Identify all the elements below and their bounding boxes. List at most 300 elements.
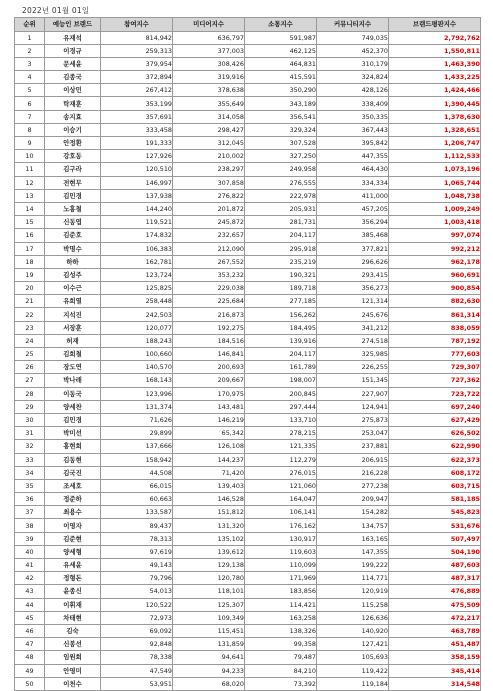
cell-participation: 814,942 [101,31,173,44]
cell-media: 131,320 [173,519,245,532]
cell-reputation-index: 882,630 [389,295,481,308]
cell-participation: 379,954 [101,57,173,70]
cell-reputation-index: 603,715 [389,479,481,492]
cell-media: 129,138 [173,559,245,572]
cell-community: 209,947 [317,493,389,506]
table-row [15,242,481,255]
cell-community: 377,821 [317,242,389,255]
cell-community: 457,205 [317,202,389,215]
cell-rank: 30 [15,413,45,426]
cell-brand-name: 이천수 [45,677,101,690]
table-row [15,44,481,57]
cell-communication: 198,007 [245,374,317,387]
cell-media: 229,038 [173,282,245,295]
table-row [15,638,481,651]
header-participation: 참여지수 [101,18,173,32]
cell-media: 314,058 [173,110,245,123]
cell-media: 212,090 [173,242,245,255]
cell-rank: 25 [15,348,45,361]
table-row [15,321,481,334]
cell-participation: 158,942 [101,453,173,466]
cell-community: 126,636 [317,611,389,624]
cell-rank: 39 [15,532,45,545]
cell-brand-name: 박나래 [45,374,101,387]
cell-communication: 130,917 [245,532,317,545]
cell-community: 411,000 [317,189,389,202]
header-reputation-index: 브랜드평판지수 [389,18,481,32]
cell-media: 151,812 [173,506,245,519]
cell-communication: 464,831 [245,57,317,70]
cell-media: 170,975 [173,387,245,400]
cell-reputation-index: 314,548 [389,677,481,690]
cell-reputation-index: 962,178 [389,255,481,268]
cell-participation: 69,092 [101,624,173,637]
cell-reputation-index: 1,424,466 [389,84,481,97]
cell-media: 71,420 [173,466,245,479]
cell-rank: 35 [15,479,45,492]
cell-media: 276,822 [173,189,245,202]
cell-communication: 133,710 [245,413,317,426]
cell-communication: 276,555 [245,176,317,189]
cell-media: 225,684 [173,295,245,308]
cell-community: 105,693 [317,651,389,664]
cell-participation: 79,796 [101,572,173,585]
cell-community: 275,873 [317,413,389,426]
cell-communication: 189,718 [245,282,317,295]
table-row [15,466,481,479]
cell-media: 115,451 [173,624,245,637]
cell-rank: 42 [15,572,45,585]
cell-participation: 54,013 [101,585,173,598]
cell-brand-name: 김구라 [45,163,101,176]
cell-brand-name: 김준호 [45,229,101,242]
cell-communication: 277,185 [245,295,317,308]
cell-rank: 24 [15,334,45,347]
header-community: 커뮤니티지수 [317,18,389,32]
table-row [15,453,481,466]
cell-communication: 350,290 [245,84,317,97]
cell-media: 131,859 [173,638,245,651]
cell-participation: 120,510 [101,163,173,176]
cell-reputation-index: 997,074 [389,229,481,242]
cell-community: 293,415 [317,268,389,281]
cell-communication: 295,918 [245,242,317,255]
cell-communication: 73,392 [245,677,317,690]
cell-community: 452,370 [317,44,389,57]
cell-brand-name: 홍현희 [45,440,101,453]
table-row [15,123,481,136]
cell-rank: 41 [15,559,45,572]
cell-participation: 162,781 [101,255,173,268]
cell-community: 356,294 [317,216,389,229]
cell-communication: 343,189 [245,97,317,110]
table-row [15,57,481,70]
cell-participation: 242,503 [101,308,173,321]
cell-community: 226,255 [317,361,389,374]
cell-brand-name: 정준하 [45,493,101,506]
cell-participation: 168,143 [101,374,173,387]
cell-reputation-index: 358,159 [389,651,481,664]
header-media: 미디어지수 [173,18,245,32]
table-body [15,31,481,690]
cell-rank: 50 [15,677,45,690]
cell-community: 277,238 [317,479,389,492]
table-row [15,519,481,532]
cell-rank: 22 [15,308,45,321]
header-brand: 예능인 브랜드 [45,18,101,32]
cell-community: 115,258 [317,598,389,611]
cell-rank: 19 [15,268,45,281]
cell-rank: 34 [15,466,45,479]
cell-communication: 249,958 [245,163,317,176]
cell-rank: 29 [15,400,45,413]
cell-media: 312,045 [173,137,245,150]
cell-communication: 329,324 [245,123,317,136]
cell-participation: 49,143 [101,559,173,572]
cell-brand-name: 이수근 [45,282,101,295]
table-row [15,268,481,281]
cell-media: 232,657 [173,229,245,242]
cell-participation: 144,240 [101,202,173,215]
cell-media: 267,552 [173,255,245,268]
cell-media: 146,841 [173,348,245,361]
header-rank: 순위 [15,18,45,32]
cell-communication: 222,978 [245,189,317,202]
cell-rank: 37 [15,506,45,519]
table-row [15,413,481,426]
cell-brand-name: 최용수 [45,506,101,519]
cell-media: 200,693 [173,361,245,374]
cell-communication: 161,789 [245,361,317,374]
cell-reputation-index: 838,059 [389,321,481,334]
cell-participation: 47,549 [101,664,173,677]
cell-communication: 119,603 [245,545,317,558]
table-row [15,506,481,519]
cell-rank: 33 [15,453,45,466]
cell-rank: 27 [15,374,45,387]
table-row [15,295,481,308]
cell-media: 245,872 [173,216,245,229]
cell-communication: 462,125 [245,44,317,57]
cell-reputation-index: 723,722 [389,387,481,400]
cell-participation: 188,243 [101,334,173,347]
table-row [15,651,481,664]
cell-media: 210,002 [173,150,245,163]
cell-participation: 29,899 [101,427,173,440]
cell-communication: 327,250 [245,150,317,163]
table-row [15,84,481,97]
cell-brand-name: 장도연 [45,361,101,374]
cell-reputation-index: 777,603 [389,348,481,361]
cell-media: 378,638 [173,84,245,97]
cell-reputation-index: 626,502 [389,427,481,440]
cell-rank: 6 [15,97,45,110]
table-row [15,664,481,677]
cell-participation: 100,660 [101,348,173,361]
cell-reputation-index: 487,317 [389,572,481,585]
cell-communication: 307,528 [245,137,317,150]
cell-reputation-index: 622,373 [389,453,481,466]
cell-media: 353,232 [173,268,245,281]
table-row [15,677,481,690]
cell-brand-name: 신동엽 [45,216,101,229]
cell-brand-name: 이승기 [45,123,101,136]
cell-participation: 191,333 [101,137,173,150]
cell-reputation-index: 2,792,762 [389,31,481,44]
cell-communication: 205,931 [245,202,317,215]
cell-brand-name: 전현무 [45,176,101,189]
cell-reputation-index: 729,307 [389,361,481,374]
table-row [15,229,481,242]
cell-communication: 190,321 [245,268,317,281]
cell-communication: 591,987 [245,31,317,44]
cell-brand-name: 조세호 [45,479,101,492]
cell-rank: 21 [15,295,45,308]
table-row [15,334,481,347]
cell-community: 119,184 [317,677,389,690]
cell-rank: 36 [15,493,45,506]
cell-brand-name: 박명수 [45,242,101,255]
cell-communication: 121,060 [245,479,317,492]
cell-media: 139,612 [173,545,245,558]
table-row [15,572,481,585]
cell-communication: 184,495 [245,321,317,334]
cell-participation: 258,448 [101,295,173,308]
cell-reputation-index: 1,328,651 [389,123,481,136]
cell-participation: 333,458 [101,123,173,136]
cell-communication: 106,141 [245,506,317,519]
cell-communication: 156,262 [245,308,317,321]
cell-brand-name: 안영미 [45,664,101,677]
cell-participation: 97,619 [101,545,173,558]
cell-community: 447,355 [317,150,389,163]
cell-media: 125,307 [173,598,245,611]
cell-participation: 71,626 [101,413,173,426]
cell-reputation-index: 507,497 [389,532,481,545]
cell-rank: 48 [15,651,45,664]
cell-community: 464,430 [317,163,389,176]
cell-media: 238,297 [173,163,245,176]
cell-media: 94,641 [173,651,245,664]
cell-community: 227,907 [317,387,389,400]
cell-rank: 7 [15,110,45,123]
cell-community: 119,422 [317,664,389,677]
cell-brand-name: 하하 [45,255,101,268]
cell-media: 118,101 [173,585,245,598]
cell-community: 134,757 [317,519,389,532]
cell-community: 325,985 [317,348,389,361]
cell-reputation-index: 1,433,225 [389,71,481,84]
cell-participation: 146,997 [101,176,173,189]
cell-participation: 133,587 [101,506,173,519]
cell-community: 206,915 [317,453,389,466]
table-row [15,427,481,440]
cell-reputation-index: 581,185 [389,493,481,506]
cell-brand-name: 김희철 [45,348,101,361]
cell-community: 216,228 [317,466,389,479]
cell-community: 253,047 [317,427,389,440]
cell-media: 184,516 [173,334,245,347]
cell-reputation-index: 531,676 [389,519,481,532]
cell-brand-name: 노홍철 [45,202,101,215]
cell-communication: 200,845 [245,387,317,400]
cell-reputation-index: 1,390,445 [389,97,481,110]
cell-participation: 92,848 [101,638,173,651]
cell-rank: 17 [15,242,45,255]
cell-reputation-index: 1,550,811 [389,44,481,57]
cell-brand-name: 임원희 [45,651,101,664]
cell-reputation-index: 504,190 [389,545,481,558]
cell-communication: 281,731 [245,216,317,229]
cell-reputation-index: 727,362 [389,374,481,387]
cell-media: 94,233 [173,664,245,677]
cell-rank: 26 [15,361,45,374]
cell-community: 120,919 [317,585,389,598]
cell-rank: 45 [15,611,45,624]
table-row [15,624,481,637]
cell-participation: 60,663 [101,493,173,506]
cell-brand-name: 김민경 [45,413,101,426]
cell-reputation-index: 627,429 [389,413,481,426]
table-row [15,150,481,163]
cell-community: 114,771 [317,572,389,585]
cell-brand-name: 유재석 [45,31,101,44]
cell-participation: 120,077 [101,321,173,334]
cell-reputation-index: 475,509 [389,598,481,611]
table-row [15,31,481,44]
cell-rank: 2 [15,44,45,57]
cell-communication: 183,856 [245,585,317,598]
cell-brand-name: 김준현 [45,532,101,545]
cell-community: 324,824 [317,71,389,84]
cell-reputation-index: 787,192 [389,334,481,347]
cell-rank: 43 [15,585,45,598]
cell-reputation-index: 960,691 [389,268,481,281]
cell-rank: 9 [15,137,45,150]
cell-brand-name: 유세윤 [45,559,101,572]
cell-participation: 357,691 [101,110,173,123]
cell-rank: 31 [15,427,45,440]
cell-media: 636,797 [173,31,245,44]
cell-reputation-index: 900,854 [389,282,481,295]
table-row [15,163,481,176]
cell-community: 245,676 [317,308,389,321]
cell-reputation-index: 451,487 [389,638,481,651]
table-row [15,545,481,558]
cell-rank: 8 [15,123,45,136]
cell-communication: 163,258 [245,611,317,624]
cell-brand-name: 양세찬 [45,400,101,413]
cell-rank: 46 [15,624,45,637]
cell-media: 120,780 [173,572,245,585]
cell-brand-name: 박미선 [45,427,101,440]
table-row [15,585,481,598]
cell-brand-name: 김국진 [45,466,101,479]
cell-community: 124,941 [317,400,389,413]
table-row [15,137,481,150]
cell-brand-name: 이휘재 [45,598,101,611]
cell-communication: 138,326 [245,624,317,637]
cell-community: 296,626 [317,255,389,268]
table-row [15,387,481,400]
cell-reputation-index: 1,009,249 [389,202,481,215]
cell-rank: 11 [15,163,45,176]
cell-community: 274,518 [317,334,389,347]
cell-rank: 23 [15,321,45,334]
table-row [15,532,481,545]
cell-communication: 79,487 [245,651,317,664]
cell-communication: 415,591 [245,71,317,84]
cell-brand-name: 허재 [45,334,101,347]
cell-community: 199,222 [317,559,389,572]
cell-rank: 16 [15,229,45,242]
cell-community: 367,443 [317,123,389,136]
cell-reputation-index: 463,789 [389,624,481,637]
cell-media: 355,649 [173,97,245,110]
cell-brand-name: 김종국 [45,71,101,84]
cell-brand-name: 이경규 [45,44,101,57]
cell-media: 139,403 [173,479,245,492]
cell-brand-name: 김성주 [45,268,101,281]
cell-community: 395,842 [317,137,389,150]
cell-brand-name: 지석진 [45,308,101,321]
cell-community: 237,881 [317,440,389,453]
cell-media: 109,349 [173,611,245,624]
table-row [15,400,481,413]
cell-brand-name: 김민경 [45,189,101,202]
cell-rank: 13 [15,189,45,202]
cell-reputation-index: 622,990 [389,440,481,453]
cell-media: 146,219 [173,413,245,426]
cell-reputation-index: 1,112,533 [389,150,481,163]
header-date: 2022년 01월 01일 [22,6,90,15]
table-row [15,110,481,123]
cell-community: 341,212 [317,321,389,334]
cell-communication: 204,117 [245,348,317,361]
cell-participation: 125,825 [101,282,173,295]
cell-rank: 3 [15,57,45,70]
cell-community: 350,335 [317,110,389,123]
cell-participation: 372,894 [101,71,173,84]
table-row [15,374,481,387]
cell-brand-name: 김동현 [45,453,101,466]
table-row [15,493,481,506]
brand-reputation-table [14,17,481,691]
cell-reputation-index: 487,603 [389,559,481,572]
cell-reputation-index: 1,206,747 [389,137,481,150]
cell-brand-name: 윤종신 [45,585,101,598]
cell-participation: 66,015 [101,479,173,492]
cell-community: 749,035 [317,31,389,44]
cell-reputation-index: 1,463,390 [389,57,481,70]
cell-brand-name: 송지효 [45,110,101,123]
cell-communication: 356,541 [245,110,317,123]
cell-participation: 123,996 [101,387,173,400]
cell-communication: 278,215 [245,427,317,440]
table-row [15,176,481,189]
cell-rank: 49 [15,664,45,677]
cell-communication: 110,099 [245,559,317,572]
cell-media: 143,481 [173,400,245,413]
cell-brand-name: 안정환 [45,137,101,150]
cell-brand-name: 차태현 [45,611,101,624]
cell-brand-name: 탁재훈 [45,97,101,110]
cell-media: 298,427 [173,123,245,136]
cell-media: 201,872 [173,202,245,215]
cell-brand-name: 신봉선 [45,638,101,651]
cell-rank: 44 [15,598,45,611]
header-communication: 소통지수 [245,18,317,32]
